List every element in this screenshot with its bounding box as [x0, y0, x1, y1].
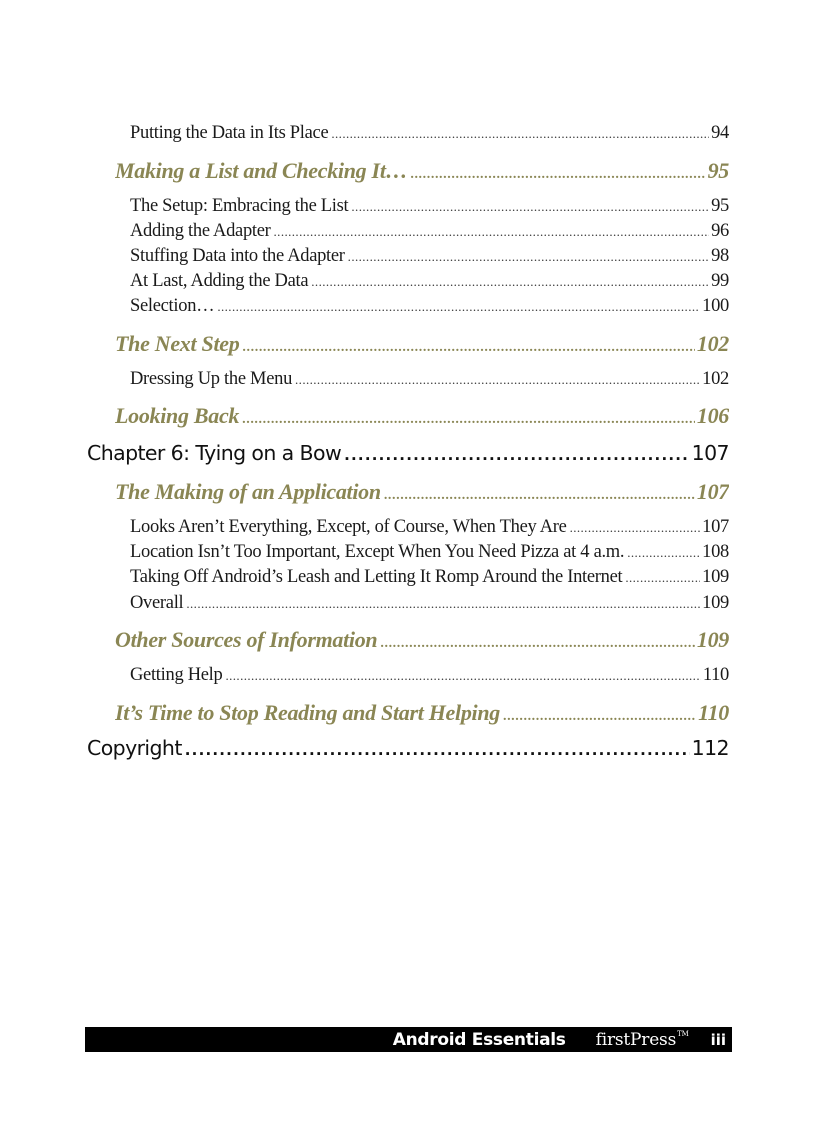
toc-section [115, 700, 729, 728]
toc-entry-page: 95 [711, 196, 729, 216]
toc-entry-page: 107 [702, 517, 729, 537]
toc-chapter [87, 736, 729, 766]
toc-entry [130, 271, 729, 293]
toc-entry-title: Location Isn’t Too Important, Except When You Need Pizza at 4 a.m. [130, 542, 625, 562]
toc-section-page: 110 [698, 700, 729, 725]
toc-entry [130, 542, 729, 564]
toc-entry-page: 108 [702, 542, 729, 562]
toc-entry [130, 196, 729, 218]
leader-dots [351, 199, 709, 215]
toc-chapter-title: Copyright [87, 736, 182, 760]
toc-entry-title: At Last, Adding the Data [130, 271, 309, 291]
footer-book-title: Android Essentials [392, 1029, 566, 1050]
footer-page-number: iii [710, 1030, 726, 1049]
toc-section-title: Other Sources of Information [115, 627, 378, 652]
toc-entry-page: 110 [702, 665, 729, 685]
leader-dots [217, 299, 700, 315]
toc-entry-title: Taking Off Android’s Leash and Letting It Romp Around the Internet [130, 567, 623, 587]
publisher-logo [596, 1030, 689, 1050]
toc-section [115, 403, 729, 431]
leader-dots [384, 488, 695, 504]
toc-entry-page: 109 [702, 593, 729, 613]
publisher-name: firstPress [595, 1029, 677, 1050]
leader-dots [344, 446, 690, 464]
toc-entry-title: Selection… [130, 296, 215, 316]
leader-dots [311, 274, 709, 290]
toc-entry-title: Getting Help [130, 665, 223, 685]
toc-section-title: The Making of an Application [115, 479, 381, 504]
toc-entry-page: 99 [711, 271, 729, 291]
leader-dots [185, 741, 690, 759]
leader-dots [348, 249, 709, 265]
trademark-mark: TM [677, 1029, 689, 1038]
toc-entry-title: Adding the Adapter [130, 221, 271, 241]
leader-dots [186, 596, 700, 612]
toc-entry [130, 221, 729, 243]
toc-entry-page: 109 [702, 567, 729, 587]
toc-section-title: The Next Step [115, 331, 240, 356]
toc-section-page: 95 [707, 158, 729, 183]
toc-section [115, 331, 729, 359]
toc-entry-page: 96 [711, 221, 729, 241]
leader-dots [242, 412, 695, 428]
toc-entry-page: 98 [711, 246, 729, 266]
leader-dots [331, 126, 709, 142]
toc-chapter-title: Chapter 6: Tying on a Bow [87, 441, 342, 465]
toc-entry [130, 567, 729, 589]
toc-entry [130, 665, 729, 687]
toc-entry [130, 517, 729, 539]
toc-entry [130, 369, 729, 391]
toc-section [115, 627, 729, 655]
toc-section [115, 158, 729, 186]
toc-chapter-page: 107 [691, 441, 729, 465]
toc-chapter-page: 112 [691, 736, 729, 760]
toc-entry-title: The Setup: Embracing the List [130, 196, 349, 216]
toc-entry [130, 296, 729, 318]
toc-section-title: Making a List and Checking It… [115, 158, 408, 183]
leader-dots [410, 167, 705, 183]
leader-dots [627, 545, 700, 561]
toc-section-page: 107 [696, 479, 729, 504]
page-footer [85, 1027, 732, 1052]
toc-chapter [87, 441, 729, 471]
toc-entry [130, 246, 729, 268]
toc-section-page: 106 [696, 403, 729, 428]
leader-dots [225, 668, 700, 684]
leader-dots [274, 224, 710, 240]
toc-entry-title: Looks Aren’t Everything, Except, of Course, When They Are [130, 517, 567, 537]
toc-entry-page: 94 [711, 123, 729, 143]
leader-dots [380, 636, 695, 652]
toc-entry-page: 100 [702, 296, 729, 316]
leader-dots [625, 570, 700, 586]
leader-dots [242, 340, 694, 356]
toc-entry [130, 593, 729, 615]
toc-entry-title: Stuffing Data into the Adapter [130, 246, 345, 266]
toc-section-page: 109 [696, 627, 729, 652]
toc-entry [130, 123, 729, 145]
toc-entry-page: 102 [702, 369, 729, 389]
toc-entry-title: Putting the Data in Its Place [130, 123, 329, 143]
leader-dots [503, 709, 696, 725]
leader-dots [295, 372, 700, 388]
leader-dots [570, 520, 701, 536]
toc-entry-title: Overall [130, 593, 184, 613]
toc-entry-title: Dressing Up the Menu [130, 369, 293, 389]
toc-section-title: It’s Time to Stop Reading and Start Helping [115, 700, 500, 725]
toc-section-page: 102 [696, 331, 729, 356]
toc-section-title: Looking Back [115, 403, 240, 428]
toc-section [115, 479, 729, 507]
